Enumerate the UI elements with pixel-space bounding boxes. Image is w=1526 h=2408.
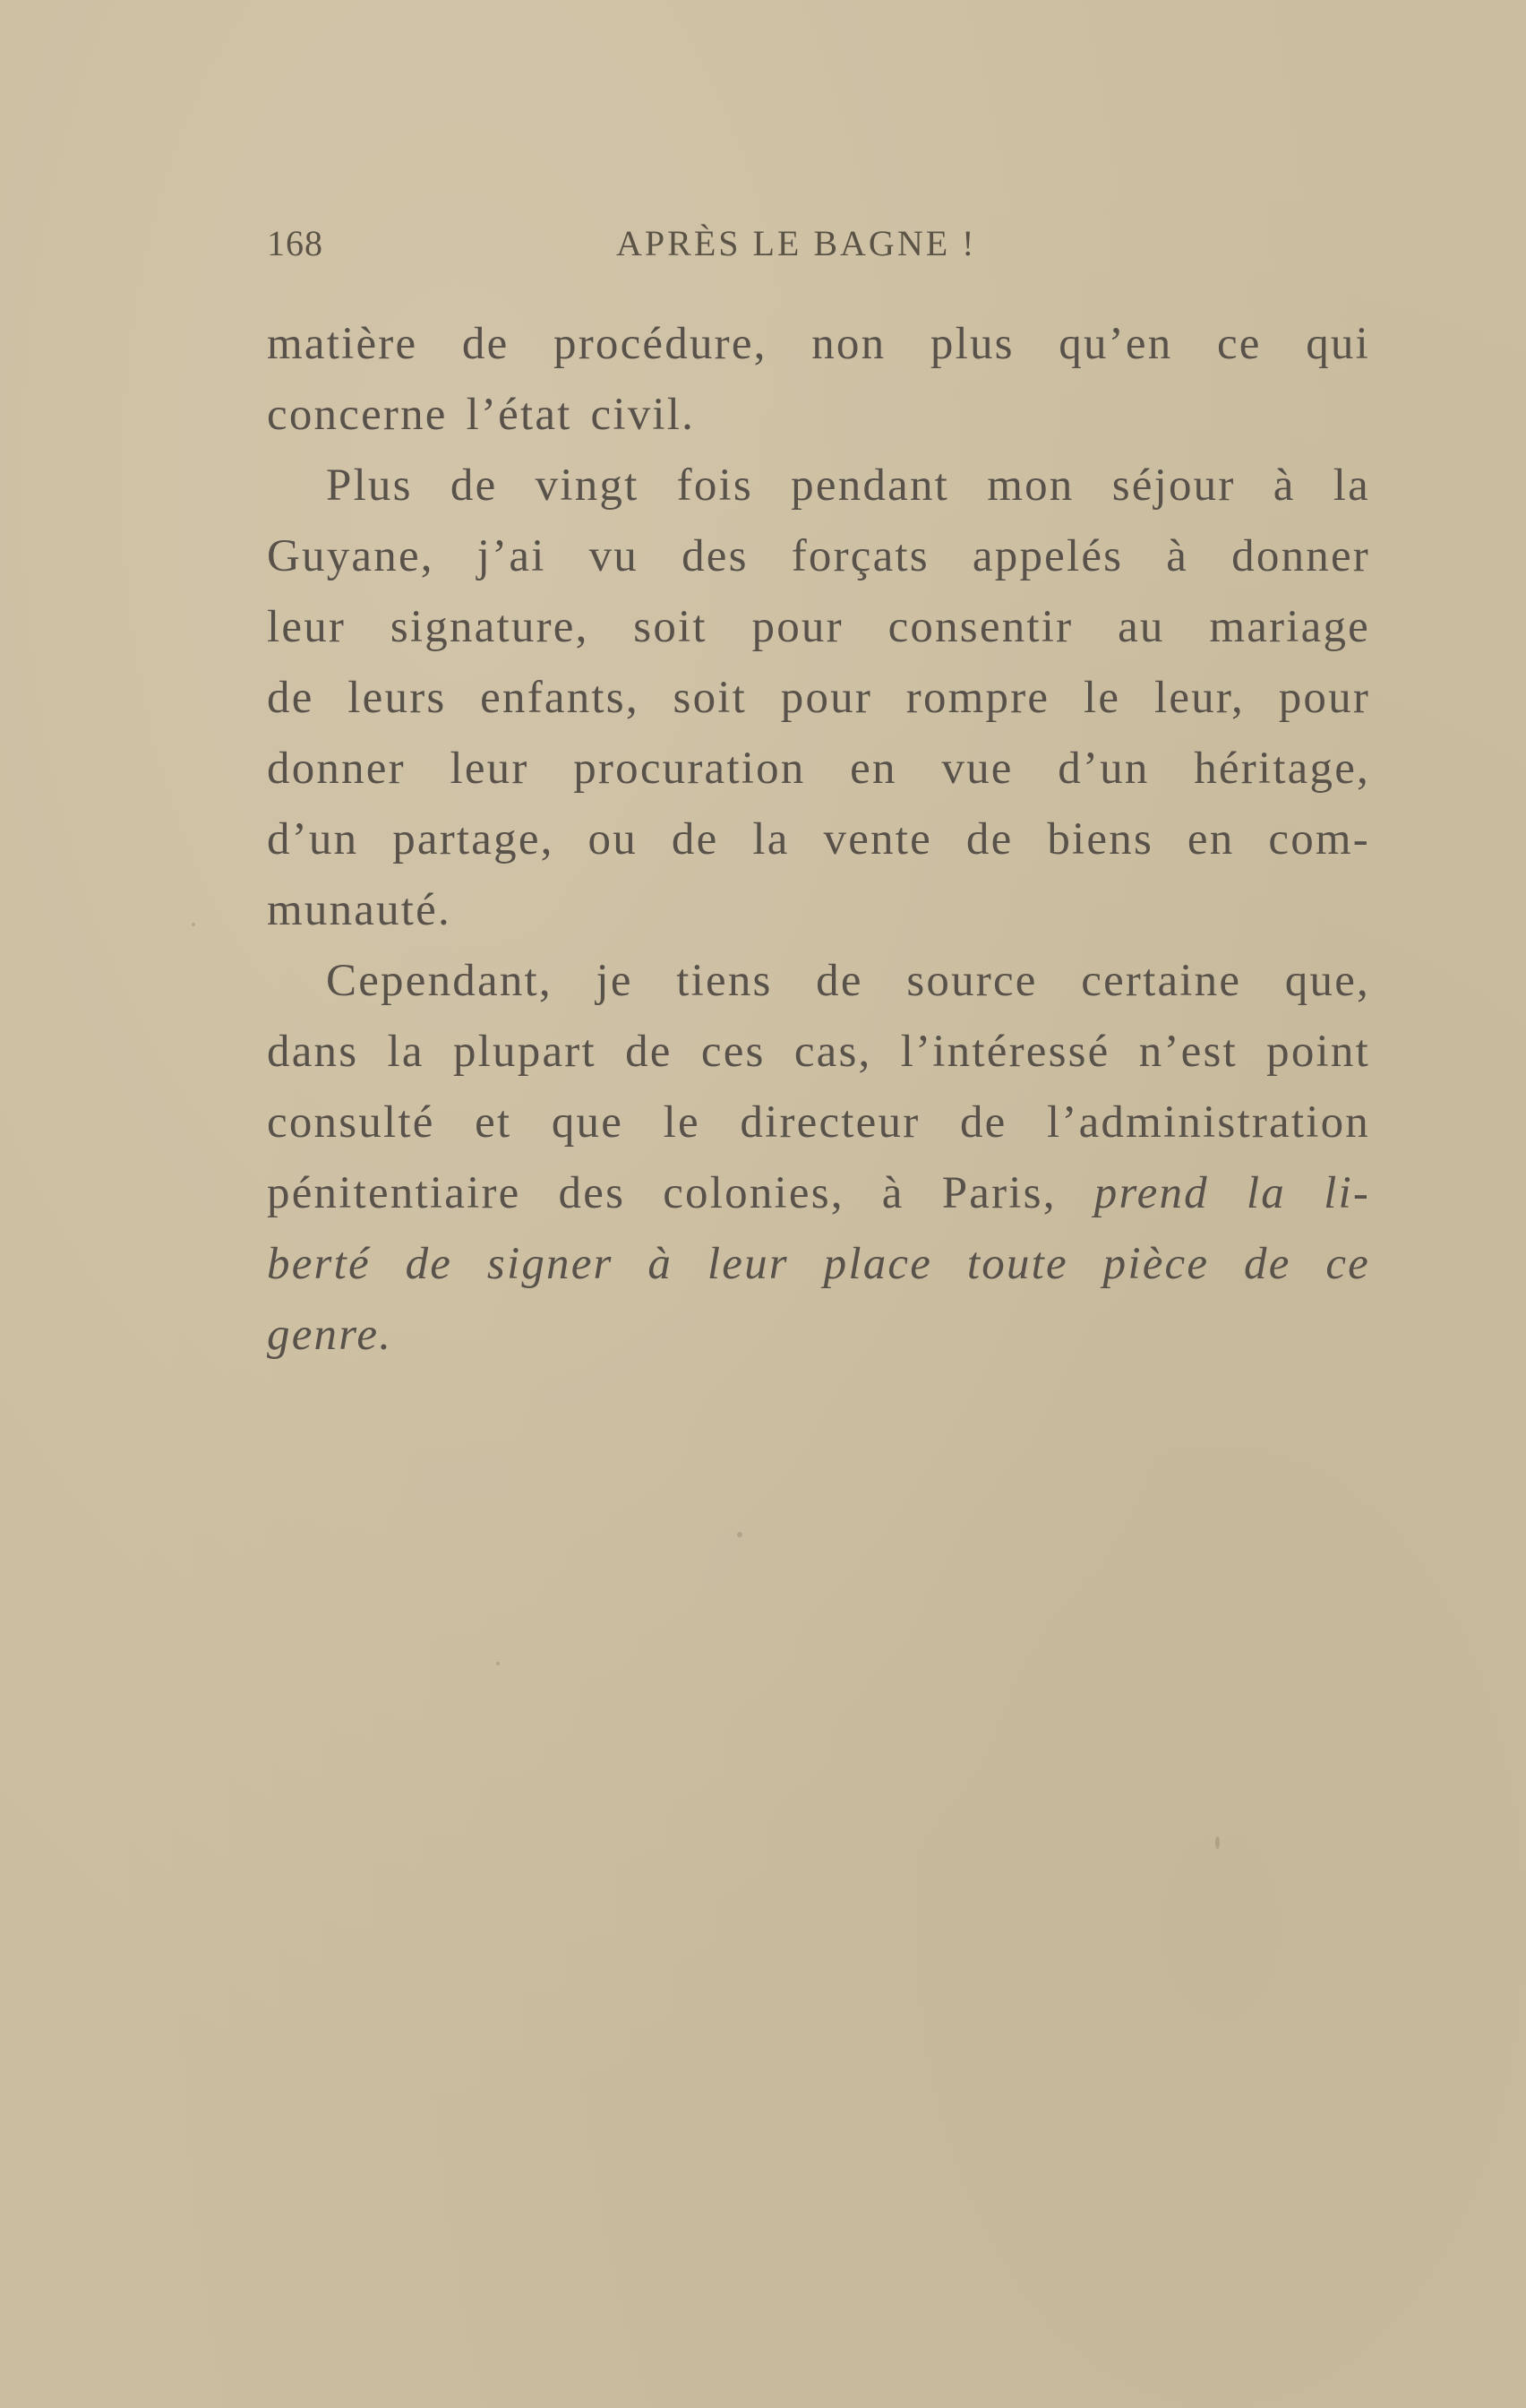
italic-text-line: berté de signer à leur place toute pièce de ce: [267, 1239, 1370, 1289]
body-text: [267, 309, 1370, 1371]
text-line: Plus de vingt fois pendant mon séjour à la: [326, 460, 1370, 511]
text-line: munauté.: [267, 885, 451, 935]
text-line: Guyane, j’ai vu des forçats appelés à donner: [267, 531, 1370, 581]
text-line: Cependant, je tiens de source certaine que,: [326, 956, 1370, 1006]
paper-speck: [737, 1532, 742, 1537]
italic-text-line: genre.: [267, 1310, 393, 1360]
running-header: [267, 222, 1368, 272]
running-title: APRÈS LE BAGNE !: [616, 223, 977, 263]
text-line: consulté et que le directeur de l’administration: [267, 1097, 1370, 1148]
page-number: 168: [267, 223, 323, 263]
paper-speck: [496, 1662, 500, 1665]
italic-text-segment: prend la li-: [1093, 1168, 1371, 1218]
text-line: de leurs enfants, soit pour rompre le leur, pour: [267, 673, 1370, 723]
paper-speck: [1215, 1836, 1220, 1849]
text-line: d’un partage, ou de la vente de biens en com-: [267, 814, 1370, 864]
text-line: matière de procédure, non plus qu’en ce qui: [267, 319, 1370, 369]
paper-speck: [192, 923, 195, 926]
text-line: dans la plupart de ces cas, l’intéressé n’est point: [267, 1027, 1370, 1077]
text-line: concerne l’état civil.: [267, 390, 696, 440]
text-segment: pénitentiaire des colonies, à Paris,: [267, 1168, 1057, 1218]
text-line: [267, 1158, 1370, 1229]
text-line: leur signature, soit pour consentir au mariage: [267, 602, 1370, 652]
text-line: donner leur procuration en vue d’un héritage,: [267, 744, 1370, 794]
